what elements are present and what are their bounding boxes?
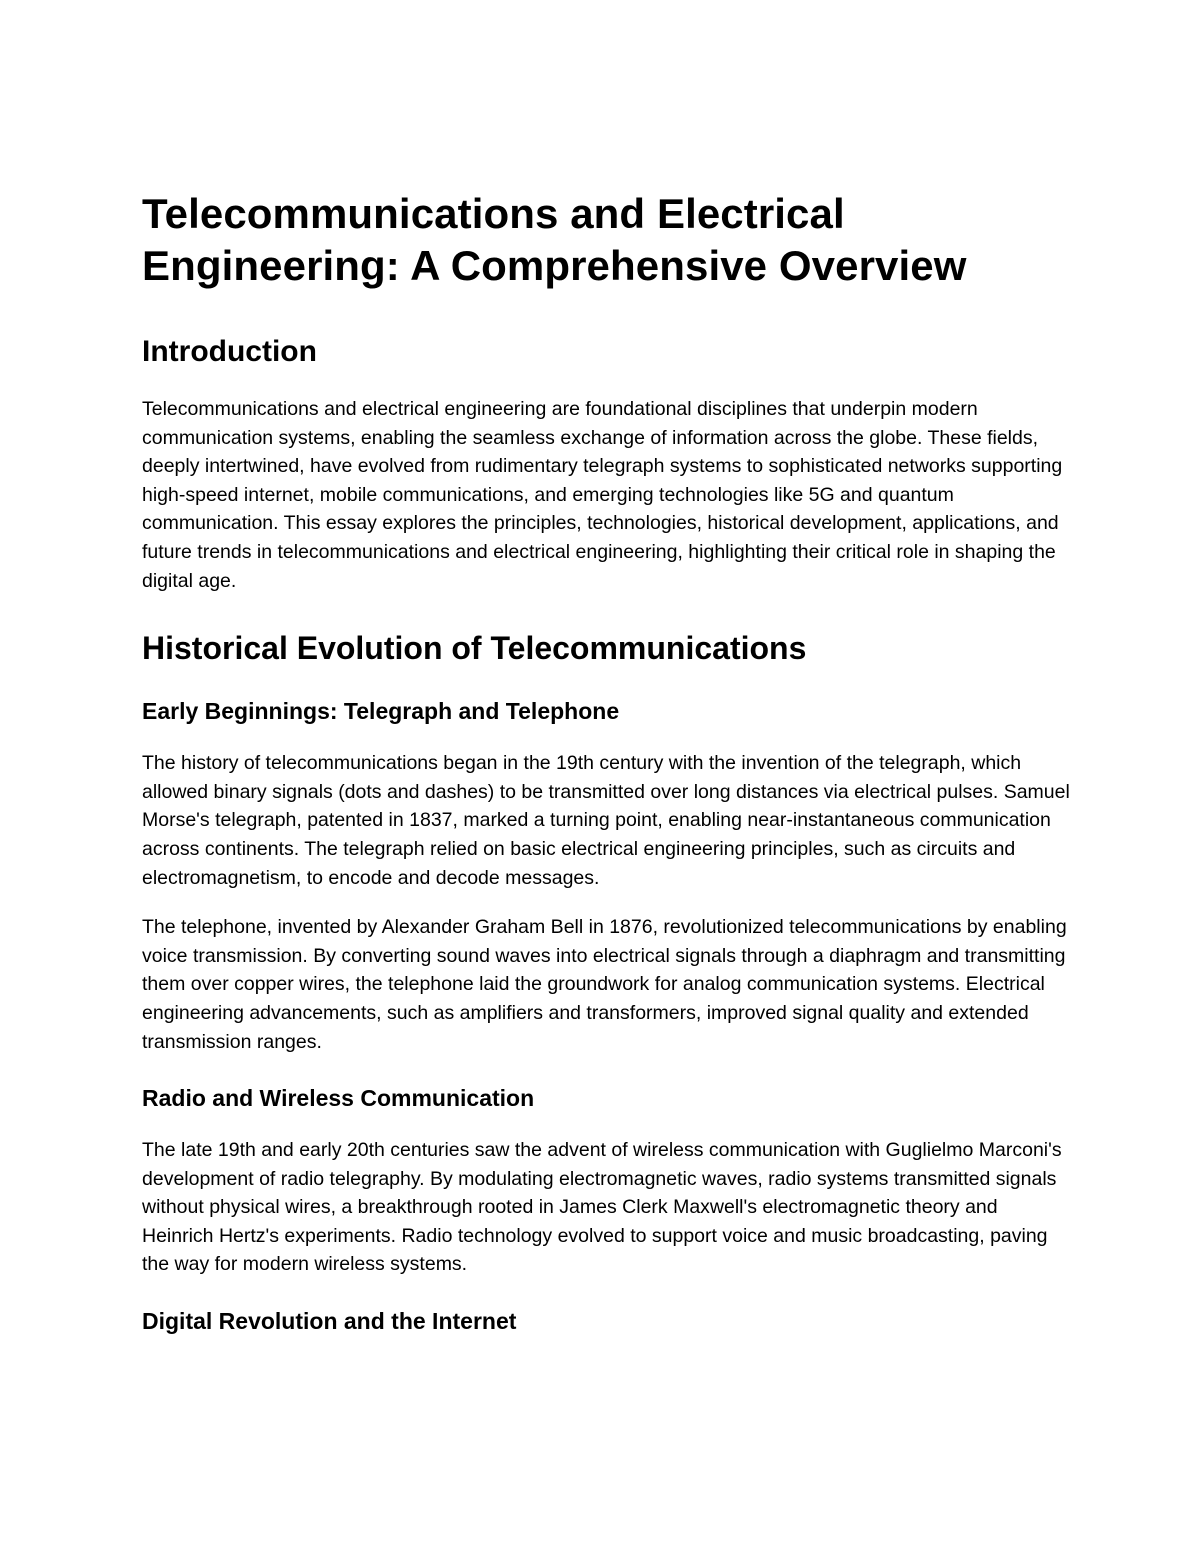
telephone-paragraph: The telephone, invented by Alexander Graham Bell in 1876, revolutionized telecommunications by enabling voice transmission. By converting sound waves into electrical signals through a diaphragm and transmitting them over copper wires, the telephone laid the groundwork for analog communication systems. Electrical engineering advancements, such as amplifiers and transformers, improved signal quality and extended transmission ranges. [142,916,1067,1053]
early-beginnings-heading: Early Beginnings: Telegraph and Telephone [142,698,620,725]
historical-evolution-heading: Historical Evolution of Telecommunications [142,630,807,667]
introduction-paragraph: Telecommunications and electrical engineering are foundational disciplines that underpin modern communication systems, enabling the seamless exchange of information across the globe. These fields, deeply intertwined, have evolved from rudimentary telegraph systems to sophisticated networks supporting high-speed internet, mobile communications, and emerging technologies like 5G and quantum communication. This essay explores the principles, technologies, historical development, applications, and future trends in telecommunications and electrical engineering, highlighting their critical role in shaping the digital age. [142,398,1063,592]
document-title: Telecommunications and Electrical Engineering: A Comprehensive Overview [142,190,967,289]
document-page [142,188,1072,1335]
radio-wireless-heading: Radio and Wireless Communication [142,1085,535,1112]
introduction-heading: Introduction [142,335,317,368]
telegraph-paragraph: The history of telecommunications began in the 19th century with the invention of the telegraph, which allowed binary signals (dots and dashes) to be transmitted over long distances via electrical pulses. Samuel Morse's telegraph, patented in 1837, marked a turning point, enabling near-instantaneous communication across continents. The telegraph relied on basic electrical engineering principles, such as circuits and electromagnetism, to encode and decode messages. [142,752,1070,889]
digital-revolution-heading: Digital Revolution and the Internet [142,1308,517,1335]
radio-paragraph: The late 19th and early 20th centuries saw the advent of wireless communication with Guglielmo Marconi's development of radio telegraphy. By modulating electromagnetic waves, radio systems transmitted signals without physical wires, a breakthrough rooted in James Clerk Maxwell's electromagnetic theory and Heinrich Hertz's experiments. Radio technology evolved to support voice and music broadcasting, paving the way for modern wireless systems. [142,1139,1062,1276]
